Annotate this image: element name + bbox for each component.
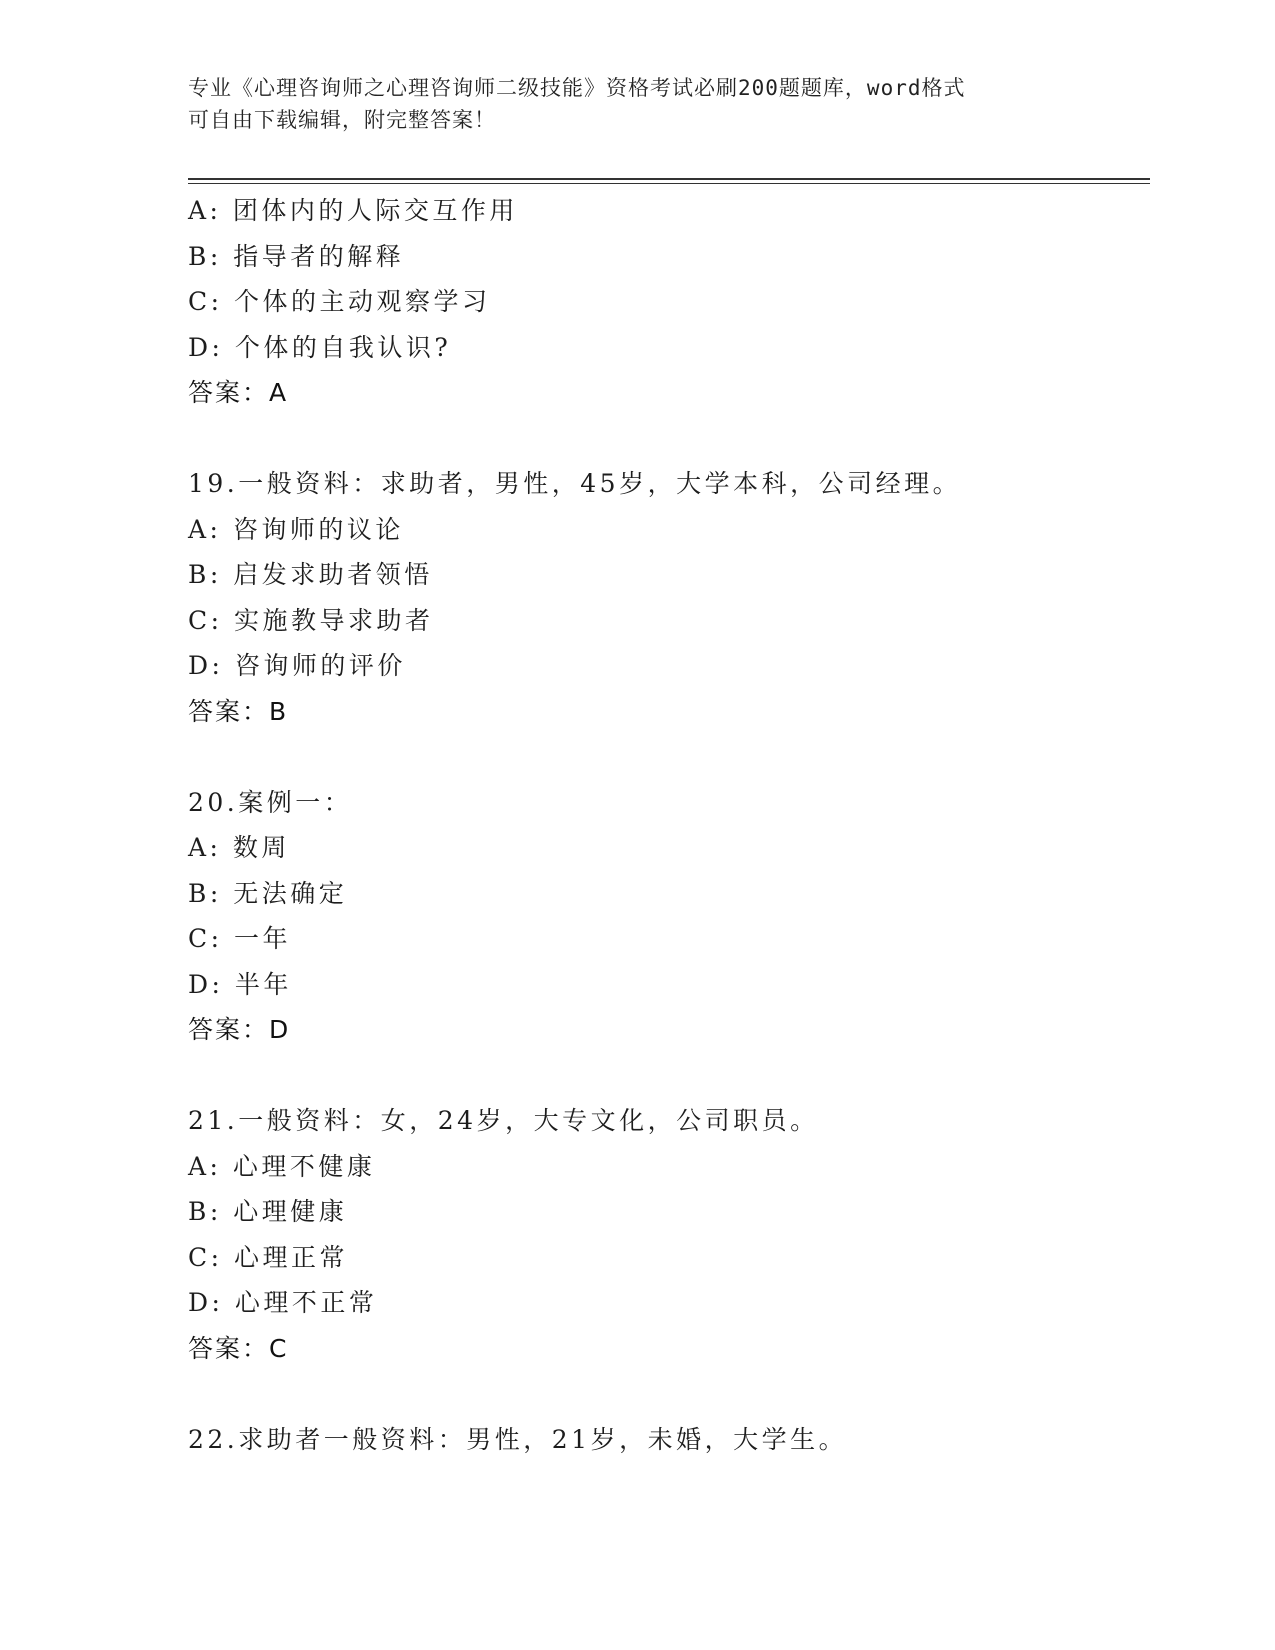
option-b: B: 指导者的解释 [188, 241, 405, 271]
question-list [188, 188, 1148, 1462]
answer-line: 答案：D [188, 1015, 291, 1044]
option-a: A: 心理不健康 [188, 1151, 376, 1181]
header-title-line-1: 专业《心理咨询师之心理咨询师二级技能》资格考试必刷200题题库，word格式 [188, 76, 966, 100]
question-18 [188, 188, 1148, 416]
option-d: D: 半年 [188, 969, 292, 999]
option-d: D: 咨询师的评价 [188, 651, 406, 680]
option-a: A: 团体内的人际交互作用 [188, 196, 518, 225]
option-d: D: 个体的自我认识? [188, 332, 452, 362]
question-19 [188, 461, 1148, 734]
spacer [188, 1053, 1148, 1099]
answer-line: 答案：C [188, 1333, 289, 1363]
option-b: B: 无法确定 [188, 878, 348, 908]
header-title-line-2: 可自由下载编辑，附完整答案！ [188, 108, 496, 132]
question-22 [188, 1417, 1148, 1463]
question-20 [188, 780, 1148, 1053]
answer-line: 答案：B [188, 696, 289, 726]
spacer [188, 734, 1148, 780]
question-stem: 19.一般资料：求助者，男性，45岁，大学本科，公司经理。 [188, 469, 962, 498]
question-stem: 22.求助者一般资料：男性，21岁，未婚，大学生。 [188, 1424, 848, 1454]
option-b: B: 心理健康 [188, 1197, 348, 1226]
spacer [188, 1371, 1148, 1417]
option-d: D: 心理不正常 [188, 1288, 378, 1317]
question-stem: 21.一般资料：女，24岁，大专文化，公司职员。 [188, 1106, 819, 1135]
option-c: C: 实施教导求助者 [188, 605, 434, 635]
option-a: A: 咨询师的议论 [188, 514, 404, 544]
spacer [188, 416, 1148, 462]
option-c: C: 心理正常 [188, 1242, 348, 1272]
question-stem: 20.案例一： [188, 787, 353, 817]
option-b: B: 启发求助者领悟 [188, 560, 433, 589]
option-a: A: 数周 [188, 833, 290, 862]
document-header [188, 72, 1088, 136]
question-21 [188, 1098, 1148, 1371]
option-c: C: 一年 [188, 924, 291, 953]
answer-line: 答案：A [188, 378, 289, 407]
header-divider [188, 178, 1150, 184]
option-c: C: 个体的主动观察学习 [188, 287, 491, 316]
